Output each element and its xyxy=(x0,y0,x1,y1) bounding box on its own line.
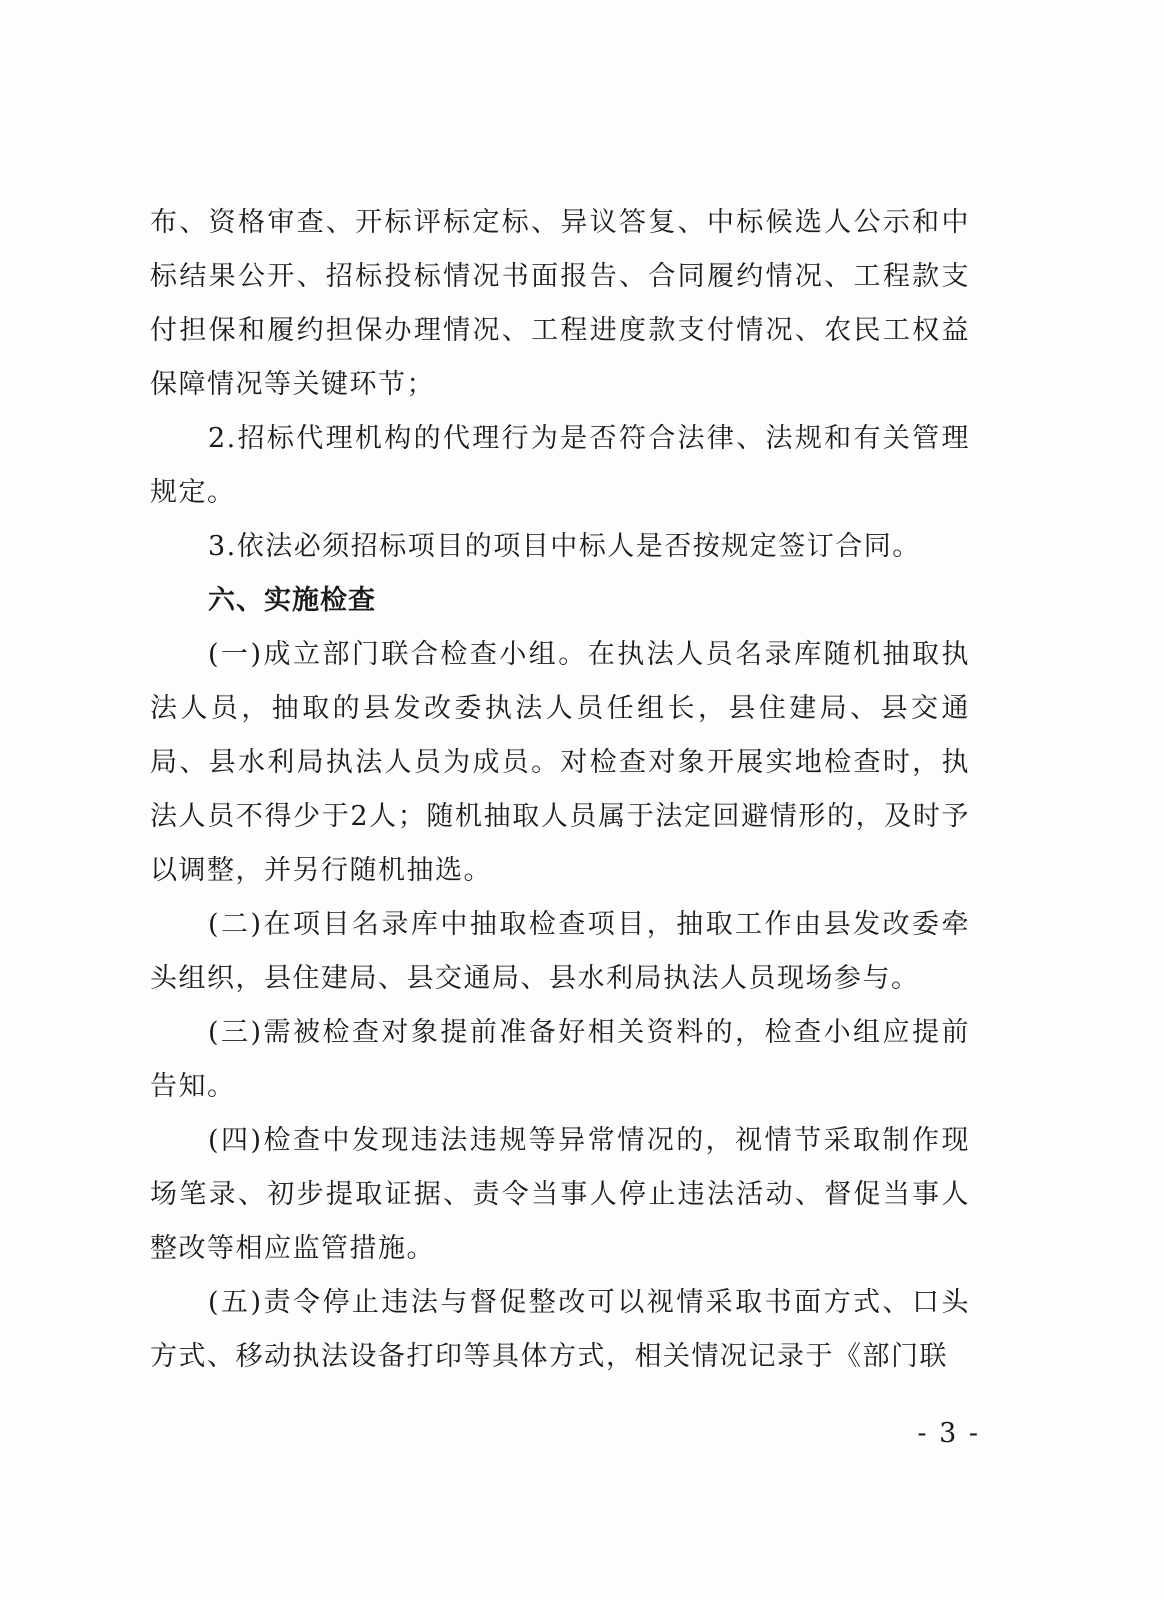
paragraph-item-2: 2.招标代理机构的代理行为是否符合法律、法规和有关管理规定。 xyxy=(150,423,970,508)
section-paragraph-1: (一)成立部门联合检查小组。在执法人员名录库随机抽取执法人员，抽取的县发改委执法人员任组长，县住建局、县交通局、县水利局执法人员为成员。对检查对象开展实地检查时，执法人员不得少于2人；随机抽取人员属于法定回避情形的，及时予以调整，并另行随机抽选。 xyxy=(150,639,970,886)
section-heading: 六、实施检查 xyxy=(208,585,376,616)
page-number: - 3 - xyxy=(917,1418,980,1449)
document-body xyxy=(150,196,970,1384)
section-paragraph-5: (五)责令停止违法与督促整改可以视情采取书面方式、口头方式、移动执法设备打印等具体方式，相关情况记录于《部门联 xyxy=(150,1287,970,1372)
paragraph-item-3: 3.依法必须招标项目的项目中标人是否按规定签订合同。 xyxy=(208,531,921,562)
paragraph-key-links: 布、资格审查、开标评标定标、异议答复、中标候选人公示和中标结果公开、招标投标情况书面报告、合同履约情况、工程款支付担保和履约担保办理情况、工程进度款支付情况、农民工权益保障情况等关键环节； xyxy=(150,207,970,400)
section-paragraph-2: (二)在项目名录库中抽取检查项目，抽取工作由县发改委牵头组织，县住建局、县交通局、县水利局执法人员现场参与。 xyxy=(150,909,970,994)
section-paragraph-3: (三)需被检查对象提前准备好相关资料的，检查小组应提前告知。 xyxy=(150,1017,970,1102)
section-paragraph-4: (四)检查中发现违法违规等异常情况的，视情节采取制作现场笔录、初步提取证据、责令当事人停止违法活动、督促当事人整改等相应监管措施。 xyxy=(150,1125,970,1264)
